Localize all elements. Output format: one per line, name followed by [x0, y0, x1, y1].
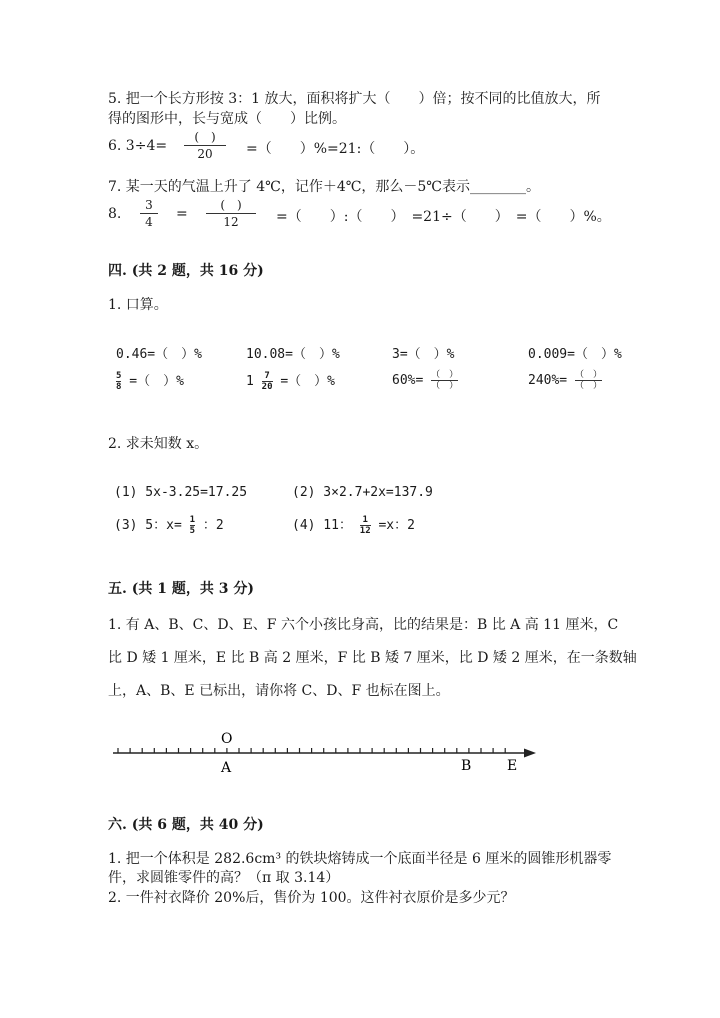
frac-num: 5 — [116, 371, 122, 381]
q8-f2-den: 12 — [223, 215, 239, 229]
oral-calc-2: 10.08=（ ）% — [246, 347, 340, 362]
section4-heading: 四. (共 2 题，共 16 分) — [108, 263, 264, 279]
q6-frac-den: 20 — [197, 147, 213, 161]
frac-num: 1 — [189, 515, 196, 525]
frac-1-5 — [190, 515, 195, 536]
fraction-bar — [184, 145, 226, 146]
q8-fraction-2 — [206, 198, 256, 229]
mixed-whole: 1 — [246, 374, 254, 389]
fraction-bar — [206, 213, 256, 214]
q6-suffix: =（ ）%=21:（ ）。 — [246, 141, 425, 157]
frac-num: 7 — [264, 371, 270, 381]
q5-line2: 得的图形中，长与宽成（ ）比例。 — [108, 111, 346, 127]
oral-calc-7-prefix: 60%= — [392, 373, 424, 388]
s6-q2: 2. 一件衬衣降价 20%后，售价为 100。这件衬衣原价是多少元？ — [108, 890, 515, 906]
blank-fraction — [431, 370, 458, 391]
eq3-prefix: (3) 5：x= — [114, 518, 182, 533]
frac-num: 1 — [362, 515, 368, 525]
frac-num: （ ） — [574, 370, 602, 380]
oral-calc-1: 0.46=（ ）% — [116, 347, 202, 362]
q6-frac-num: ( ) — [194, 130, 216, 144]
q6-prefix: 6. 3÷4= — [108, 138, 168, 154]
number-line — [0, 725, 720, 785]
oral-calc-6 — [246, 370, 335, 392]
point-b-label: B — [461, 758, 472, 774]
frac-num: （ ） — [431, 370, 459, 380]
oral-calc-5-suffix: =（ ）% — [129, 374, 184, 389]
section6-heading: 六. (共 6 题，共 40 分) — [108, 817, 264, 833]
frac-1-12 — [360, 515, 371, 536]
q8-f2-num: ( ) — [220, 198, 242, 212]
blank-fraction — [575, 370, 602, 391]
q8-equals: = — [176, 206, 188, 222]
oral-calc-8 — [528, 370, 602, 391]
frac-7-20 — [262, 371, 273, 392]
frac-den: （ ） — [431, 381, 459, 391]
equation-2: (2) 3×2.7+2x=137.9 — [292, 485, 433, 500]
oral-calc-8-prefix: 240%= — [528, 373, 568, 388]
frac-5-8 — [116, 371, 121, 392]
q5-line1: 5. 把一个长方形按 3：1 放大，面积将扩大（ ）倍；按不同的比值放大，所 — [108, 91, 601, 107]
q7-text: 7. 某一天的气温上升了 4℃，记作＋4℃，那么－5℃表示________。 — [108, 179, 540, 195]
equation-3 — [114, 514, 224, 536]
frac-den: 5 — [189, 526, 196, 536]
s5-q1-line3: 上，A、B、E 已标出，请你将 C、D、F 也标在图上。 — [108, 683, 450, 699]
s5-q1-line1: 1. 有 A、B、C、D、E、F 六个小孩比身高，比的结果是：B 比 A 高 11 厘米，C — [108, 617, 619, 633]
q8-suffix: =（ ）:（ ） =21÷（ ） =（ ）%。 — [276, 209, 611, 225]
q8-fraction-1 — [140, 198, 158, 229]
oral-calc-6-suffix: =（ ）% — [280, 374, 335, 389]
frac-den: 8 — [116, 382, 122, 392]
s5-q1-line2: 比 D 矮 1 厘米，E 比 B 高 2 厘米，F 比 B 矮 7 厘米，比 D 矮 2 厘米，在一条数轴 — [108, 650, 637, 666]
frac-den: 12 — [359, 526, 371, 536]
equation-1: (1) 5x-3.25=17.25 — [114, 485, 248, 500]
frac-den: 20 — [261, 382, 273, 392]
oral-calc-3: 3=（ ）% — [392, 347, 455, 362]
origin-label: O — [221, 731, 233, 747]
equation-4 — [292, 514, 415, 536]
eq4-prefix: (4) 11： — [292, 518, 352, 533]
frac-den: （ ） — [574, 381, 602, 391]
q8-f1-num: 3 — [145, 198, 153, 212]
s4-q1-title: 1. 口算。 — [108, 297, 168, 313]
oral-calc-7 — [392, 370, 458, 391]
q6-fraction — [184, 130, 226, 161]
point-a-label: A — [221, 760, 232, 776]
point-e-label: E — [507, 758, 518, 774]
oral-calc-5 — [116, 370, 184, 392]
axis-arrow — [524, 749, 536, 758]
s6-q1-line1: 1. 把一个体积是 282.6cm³ 的铁块熔铸成一个底面半径是 6 厘米的圆锥形机器零 — [108, 851, 612, 867]
q8-label: 8. — [108, 206, 122, 222]
q8-f1-den: 4 — [145, 215, 153, 229]
s6-q1-line2: 件，求圆锥零件的高？（π 取 3.14） — [108, 870, 340, 886]
eq3-suffix: ：2 — [202, 518, 224, 533]
fraction-bar — [140, 213, 158, 214]
eq4-suffix: =x：2 — [378, 518, 415, 533]
section5-heading: 五. (共 1 题，共 3 分) — [108, 581, 254, 597]
s4-q2-title: 2. 求未知数 x。 — [108, 436, 209, 452]
oral-calc-4: 0.009=（ ）% — [528, 347, 622, 362]
